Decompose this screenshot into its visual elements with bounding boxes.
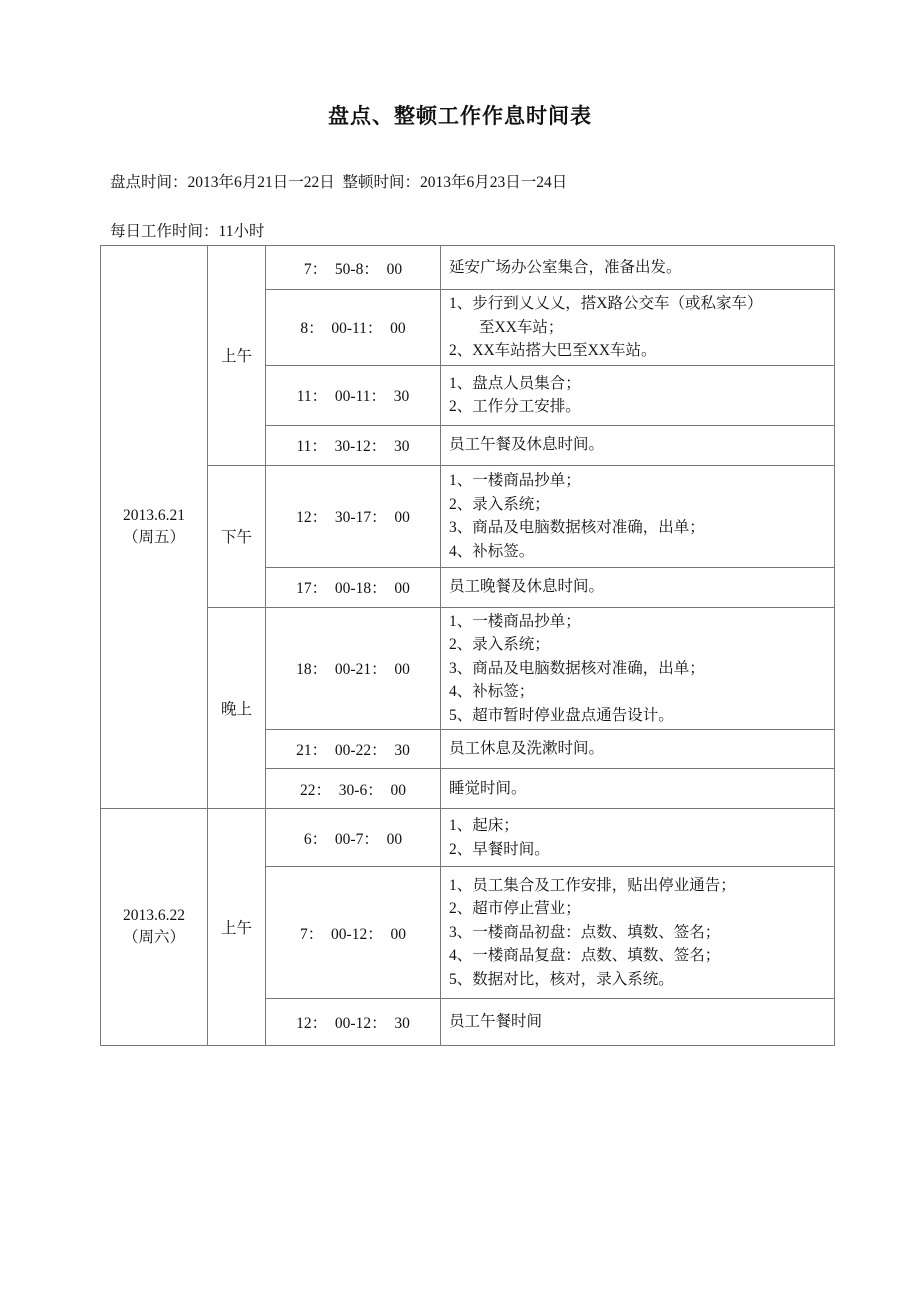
time-cell: 12： 00-12： 30 (266, 999, 441, 1046)
date-text: 2013.6.21 (123, 507, 185, 524)
table-row (101, 809, 835, 867)
rectify-value: 2013年6月23日一24日 (420, 174, 568, 191)
task-cell (441, 567, 835, 607)
task-line: 4、一楼商品复盘：点数、填数、签名； (449, 947, 721, 965)
task-cell (441, 465, 835, 567)
task-line: 至XX车站； (479, 318, 564, 336)
time-cell: 11： 00-11： 30 (266, 365, 441, 425)
task-line: 员工休息及洗漱时间。 (449, 740, 605, 758)
task-line: 4、补标签。 (449, 542, 535, 560)
task-line: 员工午餐时间 (449, 1013, 543, 1031)
task-line: 1、起床； (449, 817, 519, 834)
time-cell: 17： 00-18： 00 (266, 567, 441, 607)
time-cell: 21： 00-22： 30 (266, 730, 441, 769)
date-cell (101, 246, 208, 809)
task-line: 2、工作分工安排。 (449, 398, 581, 415)
daily-label: 每日工作时间： (110, 223, 219, 240)
time-cell: 8： 00-11： 00 (266, 290, 441, 366)
task-cell (441, 809, 835, 867)
task-line: 睡觉时间。 (449, 779, 527, 797)
time-cell: 7： 00-12： 00 (266, 867, 441, 999)
task-line: 员工午餐及休息时间。 (449, 436, 605, 454)
task-cell (441, 999, 835, 1046)
time-cell: 7： 50-8： 00 (266, 246, 441, 290)
date-cell (101, 809, 208, 1046)
task-cell (441, 769, 835, 809)
task-cell (441, 607, 835, 730)
period-cell: 上午 (208, 809, 266, 1046)
task-line: 5、数据对比，核对，录入系统。 (449, 970, 674, 988)
time-cell: 11： 30-12： 30 (266, 425, 441, 465)
task-line: 1、员工集合及工作安排，贴出停业通告； (449, 876, 736, 894)
time-cell: 18： 00-21： 00 (266, 607, 441, 730)
time-cell: 12： 30-17： 00 (266, 465, 441, 567)
task-line: 5、超市暂时停业盘点通告设计。 (449, 706, 674, 724)
task-line: 3、一楼商品初盘：点数、填数、签名； (449, 923, 721, 941)
task-line: 2、超市停止营业； (449, 900, 581, 918)
task-line: 1、一楼商品抄单； (449, 472, 581, 489)
task-line: 1、步行到乂乂乂，搭X路公交车（或私家车） (449, 295, 763, 312)
inventory-label: 盘点时间： (110, 174, 188, 191)
task-line: 1、盘点人员集合； (449, 374, 581, 392)
weekday-text: （周五） (122, 529, 185, 546)
time-cell: 6： 00-7： 00 (266, 809, 441, 867)
task-line: 延安广场办公室集合，准备出发。 (449, 258, 682, 276)
weekday-text: （周六） (122, 929, 185, 946)
rectify-label: 整顿时间： (342, 174, 421, 191)
task-line: 2、录入系统； (449, 495, 550, 513)
task-line: 4、补标签； (449, 683, 535, 700)
period-cell: 上午 (208, 246, 266, 466)
daily-hours (110, 219, 264, 241)
task-cell (441, 290, 835, 366)
table-row (101, 246, 835, 290)
task-cell (441, 730, 835, 769)
task-line: 2、早餐时间。 (449, 840, 550, 858)
task-line: 2、XX车站搭大巴至XX车站。 (449, 342, 657, 359)
inventory-dates (110, 170, 567, 192)
time-cell: 22： 30-6： 00 (266, 769, 441, 809)
task-cell (441, 365, 835, 425)
table-row (101, 607, 835, 730)
inventory-value: 2013年6月21日一22日 (187, 174, 335, 191)
page-title: 盘点、整顿工作作息时间表 (328, 104, 592, 128)
task-line: 3、商品及电脑数据核对准确，出单； (449, 659, 705, 677)
period-cell: 下午 (208, 465, 266, 607)
task-cell (441, 246, 835, 290)
task-cell (441, 425, 835, 465)
daily-value: 11小时 (218, 223, 265, 240)
table-row (101, 465, 835, 567)
task-line: 员工晚餐及休息时间。 (449, 578, 605, 596)
date-text: 2013.6.22 (123, 907, 185, 924)
schedule-table (100, 245, 835, 1046)
period-cell: 晚上 (208, 607, 266, 809)
task-line: 3、商品及电脑数据核对准确，出单； (449, 519, 705, 536)
task-line: 2、录入系统； (449, 636, 550, 653)
task-line: 1、一楼商品抄单； (449, 612, 581, 630)
task-cell (441, 867, 835, 999)
